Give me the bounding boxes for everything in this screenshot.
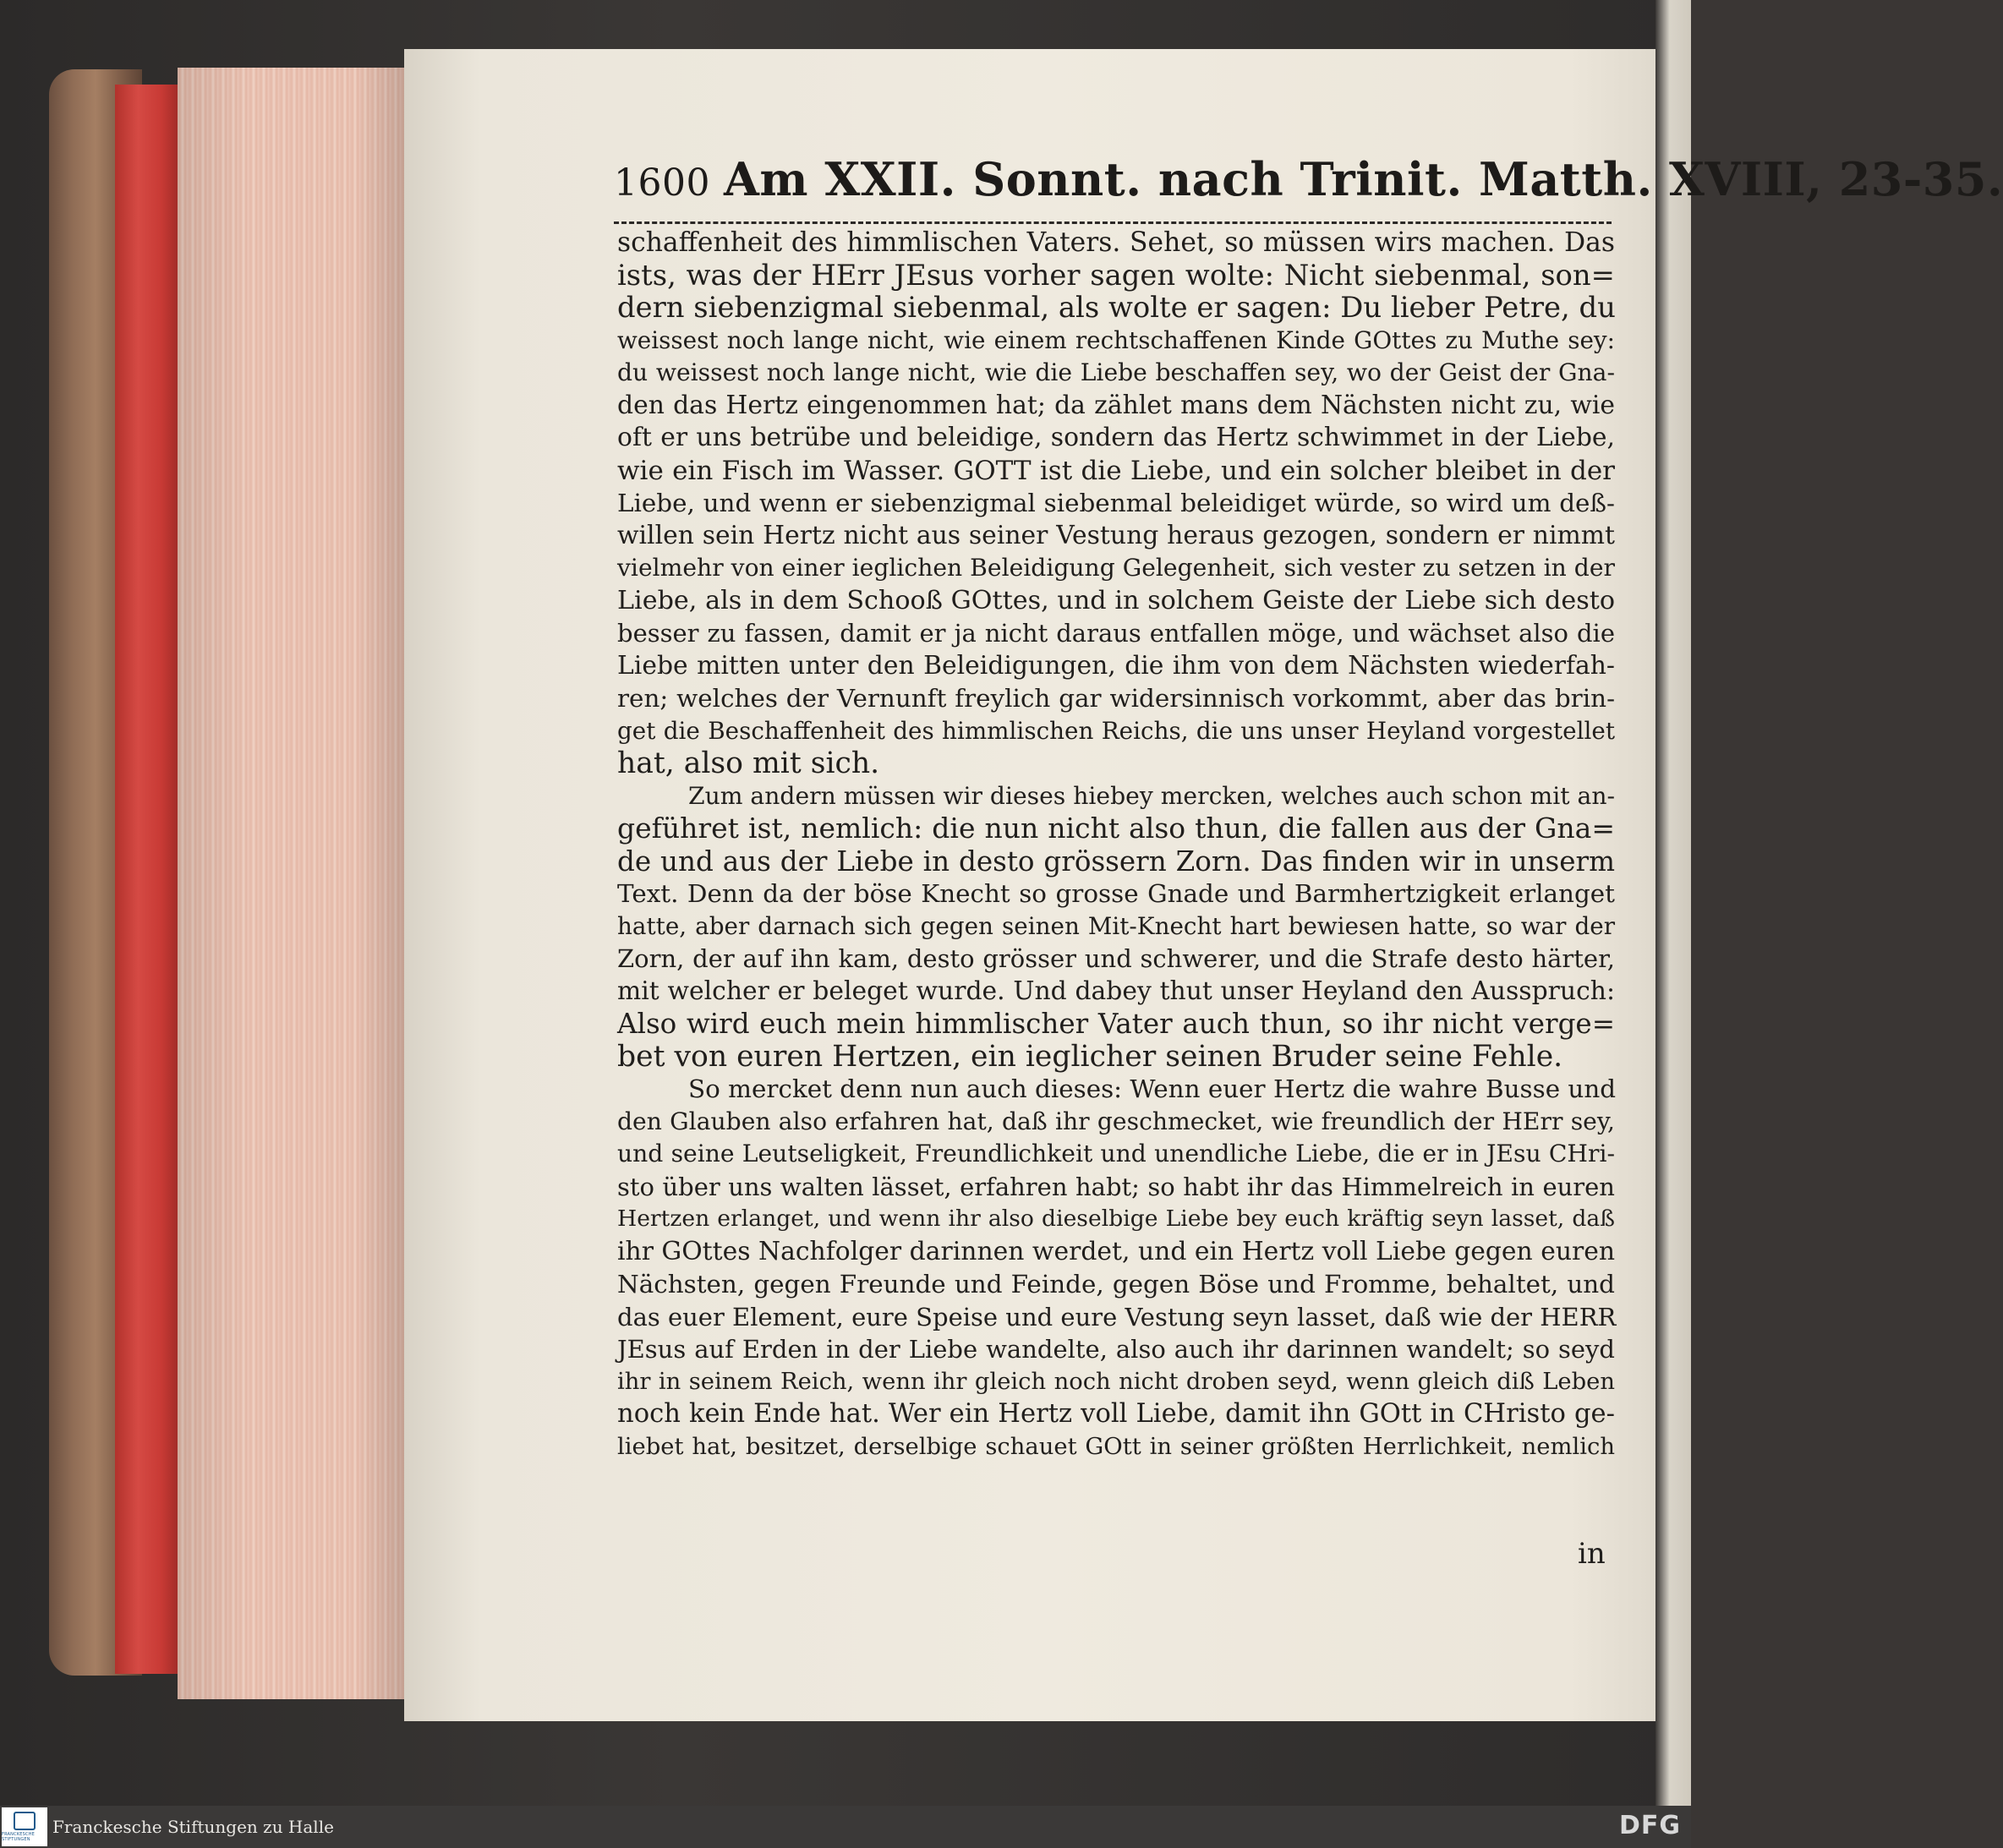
- text-line: liebet hat, besitzet, derselbige schauet GOtt in seiner größten Herrlichkeit, nemlich: [617, 1433, 1615, 1460]
- logo-mark-icon: [14, 1812, 36, 1830]
- header-rule: [614, 221, 1612, 224]
- text-line: besser zu fassen, damit er ja nicht daraus entfallen möge, und wächset also die: [617, 619, 1615, 648]
- text-line: Liebe mitten unter den Beleidigungen, die ihm von dem Nächsten wiederfah-: [617, 650, 1615, 681]
- body-text: [617, 227, 1615, 1463]
- running-title: Am XXII. Sonnt. nach Trinit. Matth. XVIII, 23-35.: [723, 152, 2003, 206]
- text-line: So mercket denn nun auch dieses: Wenn euer Hertz die wahre Busse und: [688, 1074, 1617, 1103]
- text-line: den Glauben also erfahren hat, daß ihr geschmecket, wie freundlich der HErr sey,: [617, 1107, 1615, 1135]
- text-line: ihr in seinem Reich, wenn ihr gleich noch nicht droben seyd, wenn gleich diß Leben: [617, 1368, 1615, 1395]
- text-line: sto über uns walten lässet, erfahren habt; so habt ihr das Himmelreich in euren: [617, 1172, 1615, 1201]
- text-line: Also wird euch mein himmlischer Vater auch thun, so ihr nicht verge=: [617, 1008, 1615, 1040]
- text-line: ren; welches der Vernunft freylich gar widersinnisch vorkommt, aber das brin-: [617, 684, 1615, 713]
- page-block-shade: [178, 68, 414, 1699]
- page-header: [614, 152, 2003, 220]
- page-number: 1600: [614, 161, 710, 205]
- text-line: Zum andern müssen wir dieses hiebey mercken, welches auch schon mit an-: [688, 781, 1615, 810]
- text-line: du weissest noch lange nicht, wie die Liebe beschaffen sey, wo der Geist der Gna-: [617, 358, 1615, 386]
- text-line: den das Hertz eingenommen hat; da zählet mans dem Nächsten nicht zu, wie: [617, 390, 1615, 420]
- text-line: weissest noch lange nicht, wie einem rechtschaffenen Kinde GOttes zu Muthe sey:: [617, 325, 1615, 354]
- text-line: geführet ist, nemlich: die nun nicht also thun, die fallen aus der Gna=: [617, 812, 1615, 845]
- text-line: das euer Element, eure Speise und eure Vestung seyn lasset, daß wie der HERR: [617, 1302, 1617, 1331]
- red-page-edge: [115, 85, 181, 1674]
- text-line: dern siebenzigmal siebenmal, als wolte er sagen: Du lieber Petre, du: [617, 291, 1616, 324]
- logo-text: FRANCKESCHE STIFTUNGEN: [2, 1832, 36, 1842]
- text-line: Zorn, der auf ihn kam, desto grösser und schwerer, und die Strafe desto härter,: [617, 944, 1615, 973]
- text-line: wie ein Fisch im Wasser. GOTT ist die Liebe, und ein solcher bleibet in der: [617, 455, 1615, 486]
- text-line: ists, was der HErr JEsus vorher sagen wolte: Nicht siebenmal, son=: [617, 258, 1615, 292]
- text-line: und seine Leutseligkeit, Freundlichkeit und unendliche Liebe, die er in JEsu CHri-: [617, 1140, 1615, 1167]
- catchword: in: [1578, 1537, 1606, 1571]
- text-line: noch kein Ende hat. Wer ein Hertz voll Liebe, damit ihn GOtt in CHristo ge-: [617, 1399, 1615, 1429]
- text-line: bet von euren Hertzen, ein ieglicher seinen Bruder seine Fehle.: [617, 1039, 1563, 1074]
- text-line: hatte, aber darnach sich gegen seinen Mit-Knecht hart bewiesen hatte, so war der: [617, 911, 1615, 940]
- text-line: vielmehr von einer ieglichen Beleidigung Gelegenheit, sich vester zu setzen in der: [617, 554, 1615, 582]
- text-line: mit welcher er beleget wurde. Und dabey thut unser Heyland den Ausspruch:: [617, 976, 1615, 1006]
- next-page-edge: [1655, 0, 1691, 1806]
- text-line: Liebe, und wenn er siebenzigmal siebenmal beleidiget würde, so wird um deß-: [617, 489, 1615, 517]
- text-line: hat, also mit sich.: [617, 746, 880, 780]
- dfg-logo[interactable]: DFG: [1618, 1811, 1681, 1840]
- text-line: Hertzen erlanget, und wenn ihr also dieselbige Liebe bey euch kräftig seyn lasset, daß: [617, 1206, 1615, 1232]
- text-line: Liebe, als in dem Schooß GOttes, und in solchem Geiste der Liebe sich desto: [617, 585, 1615, 615]
- text-line: willen sein Hertz nicht aus seiner Vestung heraus gezogen, sondern er nimmt: [617, 520, 1615, 550]
- text-line: de und aus der Liebe in desto grössern Zorn. Das finden wir in unserm: [617, 845, 1615, 878]
- text-line: Text. Denn da der böse Knecht so grosse Gnade und Barmhertzigkeit erlanget: [617, 879, 1615, 908]
- text-line: Nächsten, gegen Freunde und Feinde, gegen Böse und Fromme, behaltet, und: [617, 1270, 1615, 1299]
- text-line: JEsus auf Erden in der Liebe wandelte, also auch ihr darinnen wandelt; so seyd: [617, 1335, 1615, 1364]
- text-line: ihr GOttes Nachfolger darinnen werdet, und ein Hertz voll Liebe gegen euren: [617, 1236, 1616, 1266]
- footer-bar: [0, 1806, 1691, 1848]
- text-line: get die Beschaffenheit des himmlischen Reichs, die uns unser Heyland vorgestellet: [617, 716, 1615, 745]
- institution-name[interactable]: Franckesche Stiftungen zu Halle: [52, 1817, 334, 1837]
- institution-logo[interactable]: [2, 1807, 47, 1846]
- text-line: schaffenheit des himmlischen Vaters. Sehet, so müssen wirs machen. Das: [617, 227, 1615, 258]
- text-line: oft er uns betrübe und beleidige, sondern das Hertz schwimmet in der Liebe,: [617, 423, 1615, 452]
